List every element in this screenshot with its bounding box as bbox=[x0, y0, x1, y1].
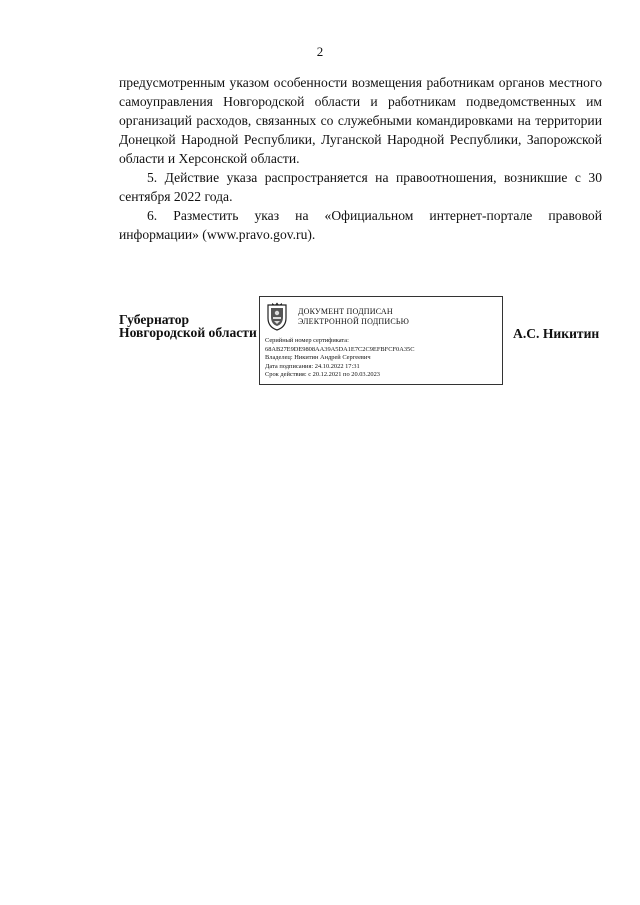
electronic-signature-stamp bbox=[259, 296, 503, 385]
validity-period: Срок действия: с 20.12.2021 по 20.03.2023 bbox=[265, 371, 381, 379]
stamp-header-line-2: ЭЛЕКТРОННОЙ ПОДПИСЬЮ bbox=[298, 317, 410, 326]
page-number: 2 bbox=[316, 44, 324, 59]
signing-date: Дата подписания: 24.10.2022 17:31 bbox=[265, 362, 360, 370]
stamp-header bbox=[298, 307, 498, 327]
paragraph-continuation: предусмотренным указом особенности возмещения работникам органов местного самоуправления Новгородской области и работникам подведомственных им организаций расходов, связанных со служебными командировками на территории Донецкой Народной Республики, Луганской Народной Республики, Запорожской области и Херсонской области. bbox=[119, 75, 602, 166]
position-line-2: Новгородской области bbox=[119, 325, 257, 340]
paragraph-6: 6. Разместить указ на «Официальном интернет-портале правовой информации» (www.pravo.gov.ru). bbox=[119, 208, 602, 242]
stamp-details bbox=[265, 337, 501, 380]
position-line-1: Губернатор bbox=[119, 312, 190, 327]
signatory-name: А.С. Никитин bbox=[513, 326, 600, 341]
serial-label: Серийный номер сертификата: bbox=[265, 337, 349, 344]
serial-number: 68AB27E9DE9808AA39A5DA1E7C2C9EFBFCF0A35C bbox=[265, 345, 415, 353]
signatory-position bbox=[119, 313, 257, 339]
stamp-header-line-1: ДОКУМЕНТ ПОДПИСАН bbox=[298, 307, 393, 316]
certificate-owner: Владелец: Никитин Андрей Сергеевич bbox=[265, 354, 371, 362]
document-body bbox=[119, 73, 602, 244]
coat-of-arms-icon bbox=[266, 302, 288, 332]
paragraph-5: 5. Действие указа распространяется на правоотношения, возникшие с 30 сентября 2022 года. bbox=[119, 170, 602, 204]
